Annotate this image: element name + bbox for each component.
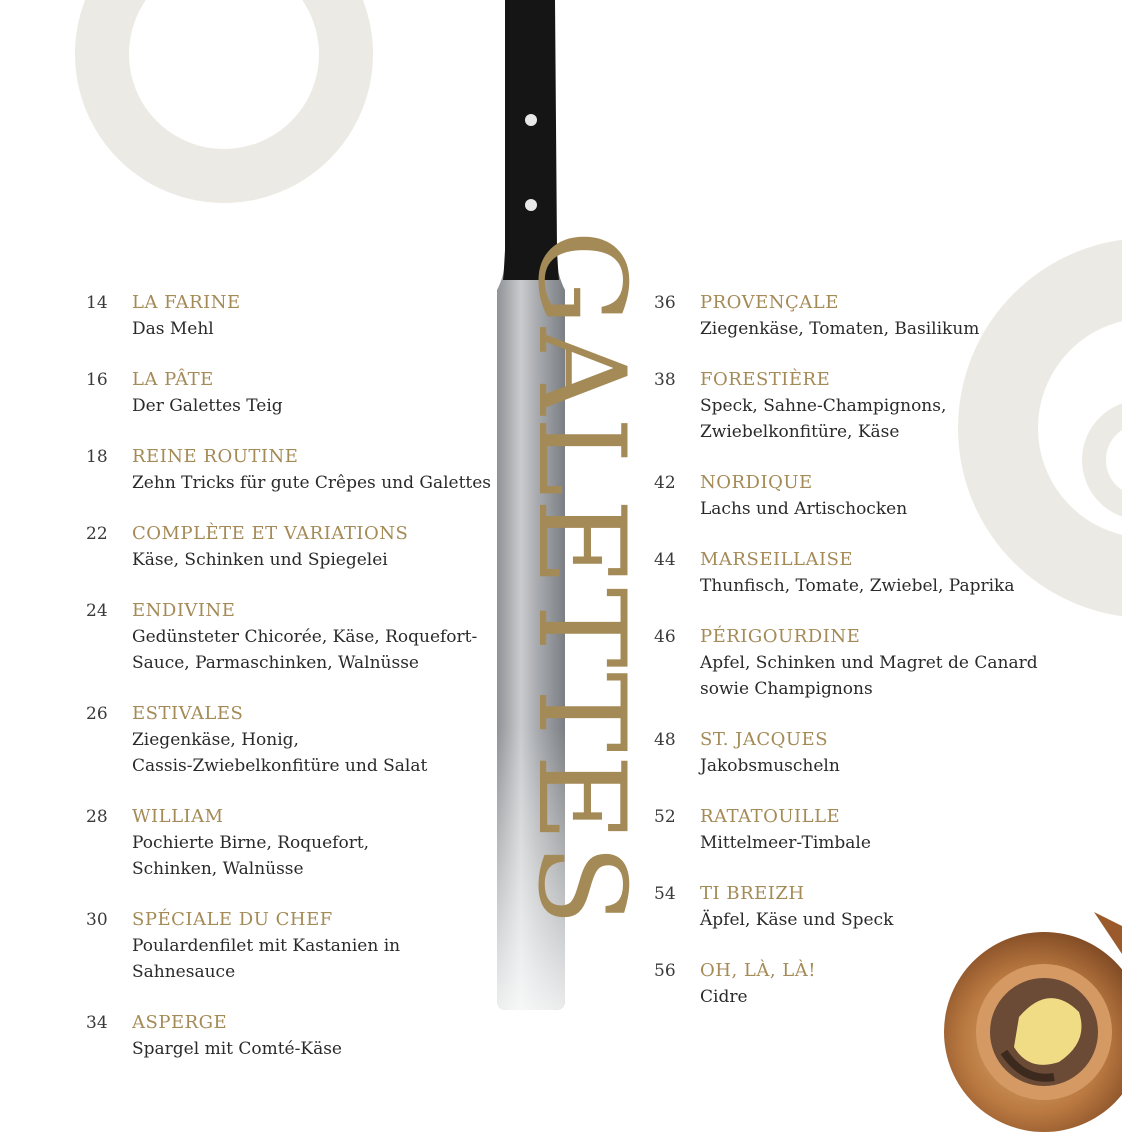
toc-entry (86, 367, 506, 419)
toc-page-number: 18 (86, 447, 108, 467)
toc-recipe-description: Poulardenfilet mit Kastanien in Sahnesauce (132, 936, 401, 982)
toc-entry (86, 521, 506, 573)
toc-recipe-title: LA FARINE (132, 292, 241, 313)
toc-entry-body (132, 444, 506, 496)
decorative-ring-top-left (75, 0, 373, 203)
toc-recipe-title: LA PÂTE (132, 369, 214, 390)
toc-recipe-description: Käse, Schinken und Spiegelei (132, 550, 388, 570)
toc-entry-body (132, 290, 506, 342)
toc-recipe-description: Zehn Tricks für gute Crêpes und Galettes (132, 473, 492, 493)
toc-page-number: 16 (86, 370, 108, 390)
toc-recipe-description: Ziegenkäse, Honig, (132, 730, 299, 750)
toc-entry (86, 804, 506, 882)
toc-entry-body (132, 701, 506, 779)
toc-recipe-title: ESTIVALES (132, 703, 244, 724)
toc-entry (86, 701, 506, 779)
galette-roll-image (944, 912, 1122, 1132)
toc-recipe-title: OH, LÀ, LÀ! (700, 960, 816, 981)
toc-recipe-description: Schinken, Walnüsse (132, 859, 304, 879)
toc-recipe-title: ASPERGE (132, 1012, 228, 1033)
toc-recipe-title: RATATOUILLE (700, 806, 841, 827)
toc-recipe-title: REINE ROUTINE (132, 446, 299, 467)
toc-recipe-description: Gedünsteter Chicorée, Käse, Roquefort- (132, 627, 478, 647)
toc-recipe-title: MARSEILLAISE (700, 549, 854, 570)
toc-recipe-description: Das Mehl (132, 319, 214, 339)
toc-recipe-description: Äpfel, Käse und Speck (700, 910, 894, 930)
toc-page-number: 28 (86, 807, 108, 827)
toc-recipe-description: Mittelmeer-Timbale (700, 833, 871, 853)
toc-recipe-description: Jakobsmuscheln (700, 756, 840, 776)
toc-recipe-title: NORDIQUE (700, 472, 813, 493)
toc-entry (654, 804, 1094, 856)
toc-entry-body (700, 290, 1094, 342)
toc-entry (86, 444, 506, 496)
toc-page-number: 44 (654, 550, 676, 570)
toc-entry (654, 290, 1094, 342)
toc-entry (86, 598, 506, 676)
toc-entry (86, 1010, 506, 1062)
toc-recipe-description: Thunfisch, Tomate, Zwiebel, Paprika (700, 576, 1015, 596)
toc-entry (86, 290, 506, 342)
toc-recipe-description: Ziegenkäse, Tomaten, Basilikum (700, 319, 980, 339)
toc-recipe-title: COMPLÈTE ET VARIATIONS (132, 523, 409, 544)
toc-entry-body (132, 804, 506, 882)
toc-entry-body (700, 547, 1094, 599)
toc-entry-body (132, 521, 506, 573)
toc-recipe-description: Lachs und Artischocken (700, 499, 908, 519)
toc-recipe-description: Apfel, Schinken und Magret de Canard (700, 653, 1038, 673)
toc-entry-body (700, 804, 1094, 856)
toc-entry (654, 624, 1094, 702)
toc-page-number: 24 (86, 601, 108, 621)
toc-page-number: 42 (654, 473, 676, 493)
toc-recipe-description: Pochierte Birne, Roquefort, (132, 833, 370, 853)
toc-entry-body (700, 470, 1094, 522)
toc-page-number: 14 (86, 293, 108, 313)
toc-column-left (86, 290, 506, 1087)
toc-entry-body (132, 1010, 506, 1062)
toc-recipe-title: TI BREIZH (700, 883, 805, 904)
toc-page-number: 30 (86, 910, 108, 930)
toc-recipe-description: Zwiebelkonfitüre, Käse (700, 422, 900, 442)
toc-recipe-description: sowie Champignons (700, 679, 873, 699)
toc-entry-body (132, 367, 506, 419)
toc-page-number: 38 (654, 370, 676, 390)
toc-recipe-description: Spargel mit Comté-Käse (132, 1039, 342, 1059)
toc-entry (654, 727, 1094, 779)
page-title: GALETTES (511, 230, 650, 928)
toc-recipe-title: PROVENÇALE (700, 292, 839, 313)
toc-entry (654, 470, 1094, 522)
toc-entry-body (132, 907, 506, 985)
toc-recipe-description: Sauce, Parmaschinken, Walnüsse (132, 653, 419, 673)
toc-entry (86, 907, 506, 985)
toc-page-number: 56 (654, 961, 676, 981)
toc-recipe-title: FORESTIÈRE (700, 369, 831, 390)
toc-entry (654, 547, 1094, 599)
toc-recipe-description: Speck, Sahne-Champignons, (700, 396, 947, 416)
toc-entry-body (132, 598, 506, 676)
toc-recipe-title: ENDIVINE (132, 600, 236, 621)
toc-entry-body (700, 367, 1094, 445)
toc-page-number: 54 (654, 884, 676, 904)
toc-entry (654, 367, 1094, 445)
toc-page-number: 52 (654, 807, 676, 827)
toc-recipe-description: Cassis-Zwiebelkonfitüre und Salat (132, 756, 428, 776)
toc-recipe-title: PÉRIGOURDINE (700, 626, 861, 647)
toc-page-number: 26 (86, 704, 108, 724)
toc-page-number: 34 (86, 1013, 108, 1033)
toc-recipe-description: Cidre (700, 987, 748, 1007)
toc-recipe-title: ST. JACQUES (700, 729, 829, 750)
toc-page-number: 22 (86, 524, 108, 544)
toc-recipe-description: Der Galettes Teig (132, 396, 283, 416)
toc-recipe-title: SPÉCIALE DU CHEF (132, 909, 333, 930)
toc-entry-body (700, 624, 1094, 702)
toc-page-number: 36 (654, 293, 676, 313)
toc-entry-body (700, 727, 1094, 779)
toc-recipe-title: WILLIAM (132, 806, 224, 827)
toc-page-number: 46 (654, 627, 676, 647)
toc-page-number: 48 (654, 730, 676, 750)
